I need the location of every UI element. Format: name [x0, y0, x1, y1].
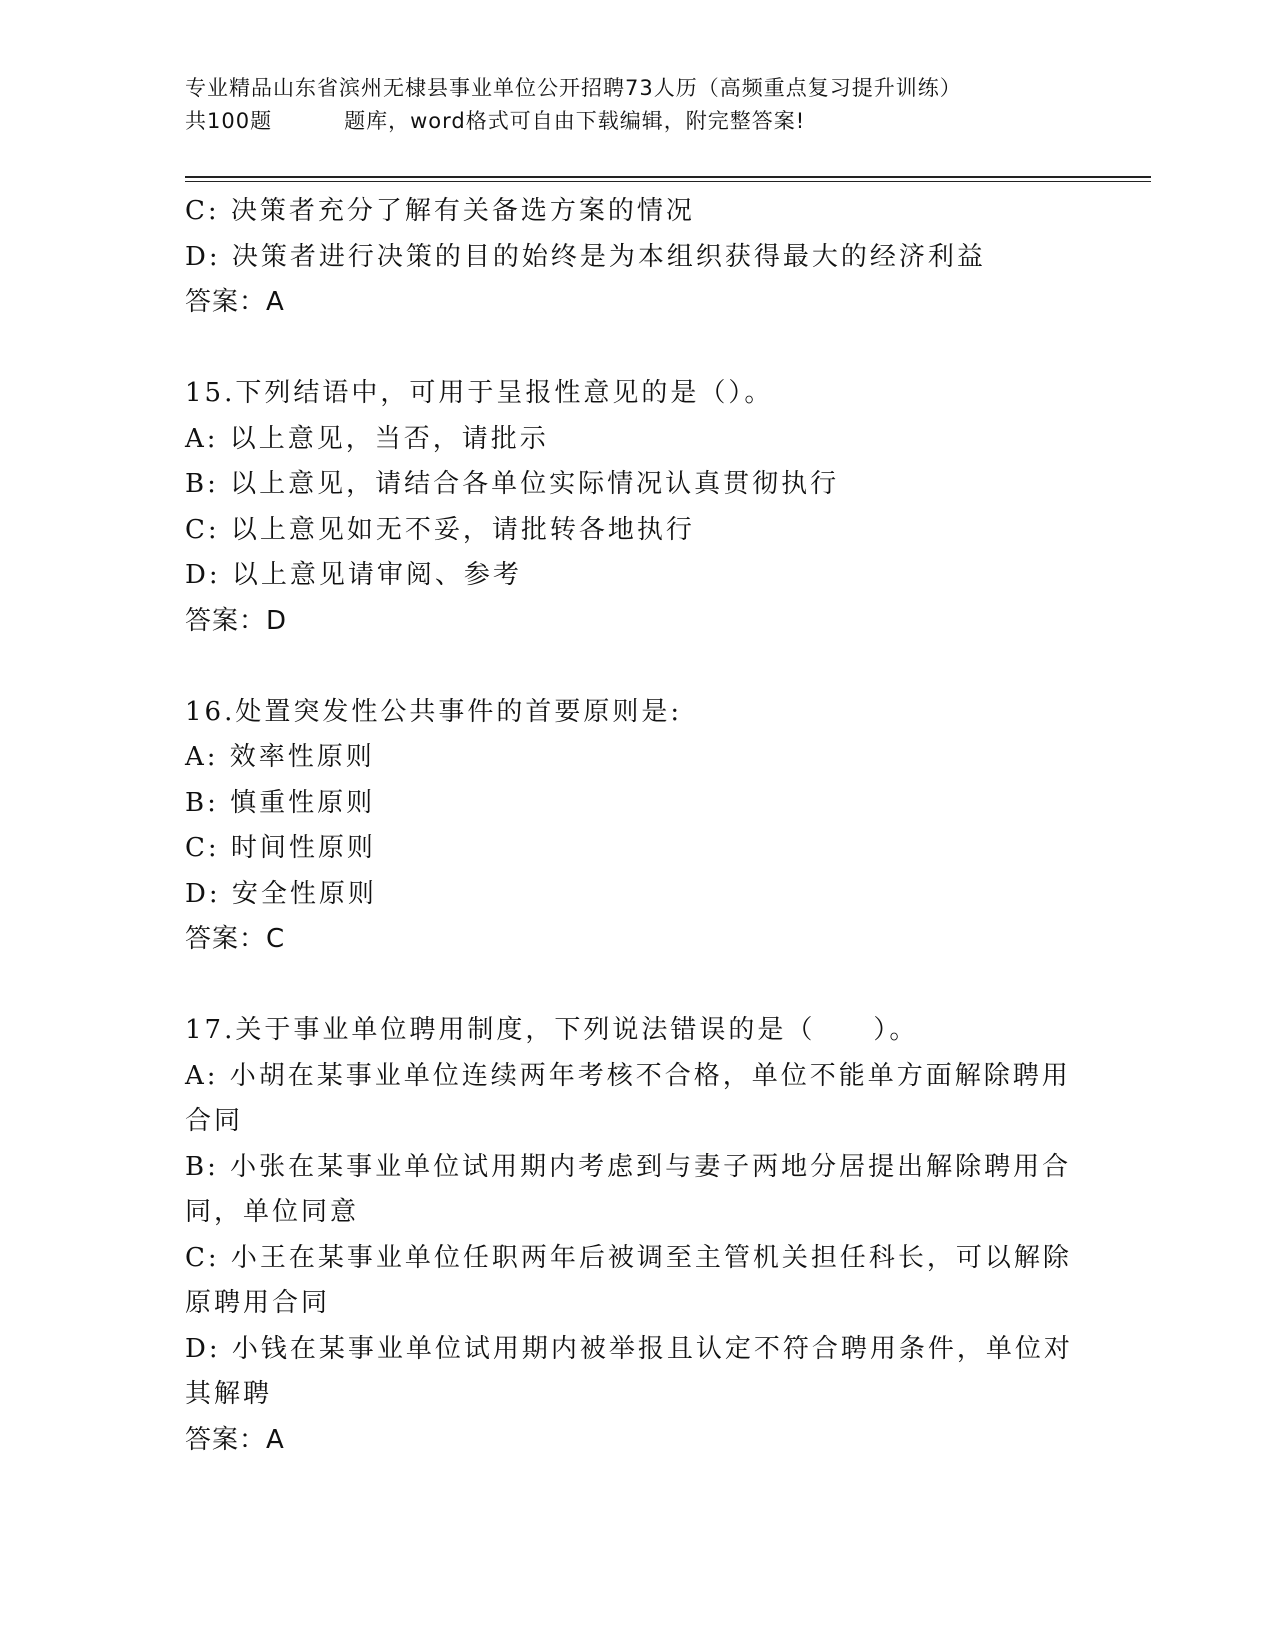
option-c: C: 决策者充分了解有关备选方案的情况	[185, 196, 695, 226]
option-a: A: 效率性原则	[185, 742, 375, 772]
answer: 答案：D	[185, 605, 288, 636]
question-15-block	[185, 371, 1085, 644]
header-description: 题库，word格式可自由下载编辑，附完整答案!	[344, 109, 806, 133]
question-content	[185, 189, 1085, 1463]
answer: 答案：A	[185, 1424, 285, 1455]
question-17-block	[185, 1008, 1085, 1463]
option-c: C: 小王在某事业单位任职两年后被调至主管机关担任科长，可以解除	[185, 1242, 1072, 1273]
option-d: D: 安全性原则	[185, 878, 377, 909]
answer: 答案：C	[185, 924, 286, 954]
option-d: D: 以上意见请审阅、参考	[185, 560, 522, 590]
question-16-block	[185, 690, 1085, 963]
option-d: D: 决策者进行决策的目的始终是为本组织获得最大的经济利益	[185, 241, 986, 272]
question-16: 16.处置突发性公共事件的首要原则是:	[185, 696, 683, 727]
option-c-continued: 原聘用合同	[185, 1288, 331, 1318]
option-c: C: 以上意见如无不妥，请批转各地执行	[185, 514, 695, 545]
option-d: D: 小钱在某事业单位试用期内被举报且认定不符合聘用条件，单位对	[185, 1333, 1073, 1364]
prev-question-block	[185, 189, 1085, 326]
document-header	[185, 72, 1105, 138]
header-divider	[185, 176, 1151, 178]
question-15: 15.下列结语中，可用于呈报性意见的是（）。	[185, 378, 774, 408]
header-question-count: 共100题	[185, 109, 273, 133]
option-c: C: 时间性原则	[185, 833, 376, 863]
header-title-line: 专业精品山东省滨州无棣县事业单位公开招聘73人历（高频重点复习提升训练）	[185, 76, 962, 100]
option-b: B: 慎重性原则	[185, 787, 376, 818]
option-b-continued: 同，单位同意	[185, 1197, 360, 1227]
option-a-continued: 合同	[185, 1106, 244, 1136]
answer: 答案：A	[185, 287, 285, 317]
header-divider-thin	[185, 181, 1151, 182]
option-b: B: 小张在某事业单位试用期内考虑到与妻子两地分居提出解除聘用合	[185, 1151, 1072, 1182]
header-subtitle-line	[185, 105, 1105, 138]
option-a: A: 小胡在某事业单位连续两年考核不合格，单位不能单方面解除聘用	[185, 1060, 1071, 1091]
option-a: A: 以上意见，当否，请批示	[185, 423, 549, 454]
option-d-continued: 其解聘	[185, 1379, 273, 1409]
option-b: B: 以上意见，请结合各单位实际情况认真贯彻执行	[185, 469, 840, 499]
question-17: 17.关于事业单位聘用制度，下列说法错误的是（ ）。	[185, 1015, 919, 1045]
